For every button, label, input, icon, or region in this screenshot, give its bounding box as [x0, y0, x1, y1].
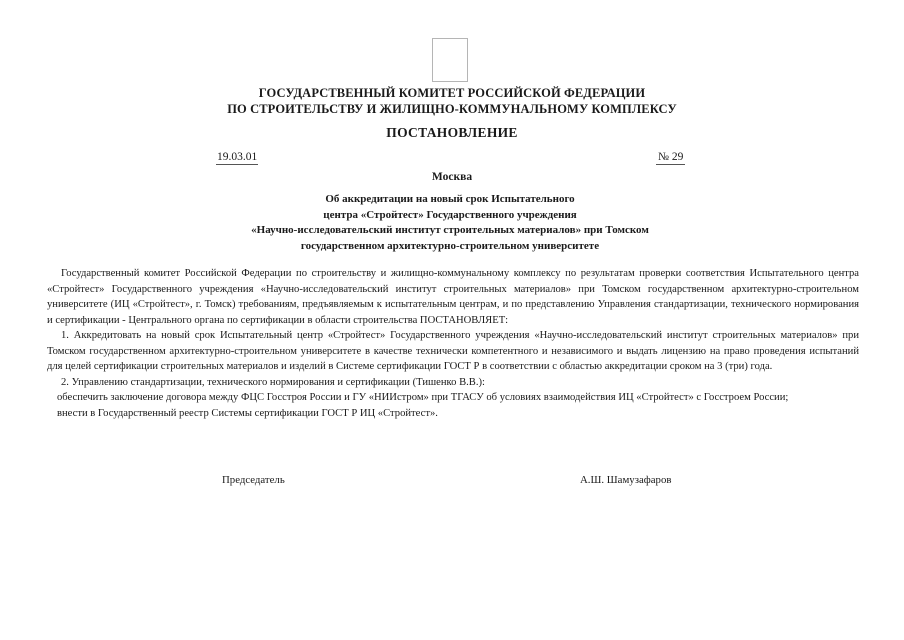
committee-name-line2: ПО СТРОИТЕЛЬСТВУ И ЖИЛИЩНО-КОММУНАЛЬНОМУ КОМПЛЕКСУ	[227, 102, 677, 116]
subject-line: государственном архитектурно-строительном университете	[300, 239, 600, 252]
document-type-title: ПОСТАНОВЛЕНИЕ	[386, 125, 518, 140]
document-number: № 29	[658, 151, 684, 163]
document-body	[47, 266, 859, 421]
resolution-item-2: 2. Управлению стандартизации, технического нормирования и сертификации (Тишенко В.В.):	[61, 376, 485, 388]
resolution-item-2-subitem-b: внести в Государственный реестр Системы сертификации ГОСТ Р ИЦ «Стройтест».	[57, 407, 438, 419]
subject-line: центра «Стройтест» Государственного учреждения	[323, 208, 577, 221]
document-date: 19.03.01	[217, 151, 258, 163]
subject-line: Об аккредитации на новый срок Испытательного	[325, 193, 575, 205]
signature-name: А.Ш. Шамузафаров	[580, 474, 672, 486]
signature-title: Председатель	[222, 474, 285, 486]
document-subject	[200, 192, 700, 254]
document-city: Москва	[431, 171, 473, 183]
resolution-item-2-subitem-a: обеспечить заключение договора между ФЦС Госстроя России и ГУ «НИИстром» при ТГАСУ об условиях взаимодействия ИЦ «Стройтест» с Госстроем России;	[57, 392, 789, 403]
resolution-item-1: 1. Аккредитовать на новый срок Испытательный центр «Стройтест» Государственного учреждения «Научно-исследовательский институт строительных материалов» при Томском государственном архитектурно-строительном университете в качестве технически компетентного и независимого и выдать лицензию на право проведения испытаний для целей сертификации строительных материалов и изделий в Системе сертификации ГОСТ Р в соответствии с областью аккредитации сроком на 3 (три) года.	[47, 330, 859, 372]
emblem-placeholder	[432, 38, 468, 82]
committee-name-line1: ГОСУДАРСТВЕННЫЙ КОМИТЕТ РОССИЙСКОЙ ФЕДЕРАЦИИ	[258, 86, 646, 100]
preamble-paragraph: Государственный комитет Российской Федерации по строительству и жилищно-коммунальному комплексу по результатам проверки соответствия Испытательного центра «Стройтест» Государственного учреждения «Научно-исследовательский институт строительных материалов» при Томском государственном архитектурно-строительном университете (ИЦ «Стройтест», г. Томск) требованиям, предъявляемым к испытательным центрам, и по представлению Управления стандартизации, технического нормирования и сертификации - Центрального органа по сертификации в области строительства ПОСТАНОВЛЯЕТ:	[47, 268, 859, 326]
subject-line: «Научно-исследовательский институт строительных материалов» при Томском	[251, 224, 649, 236]
